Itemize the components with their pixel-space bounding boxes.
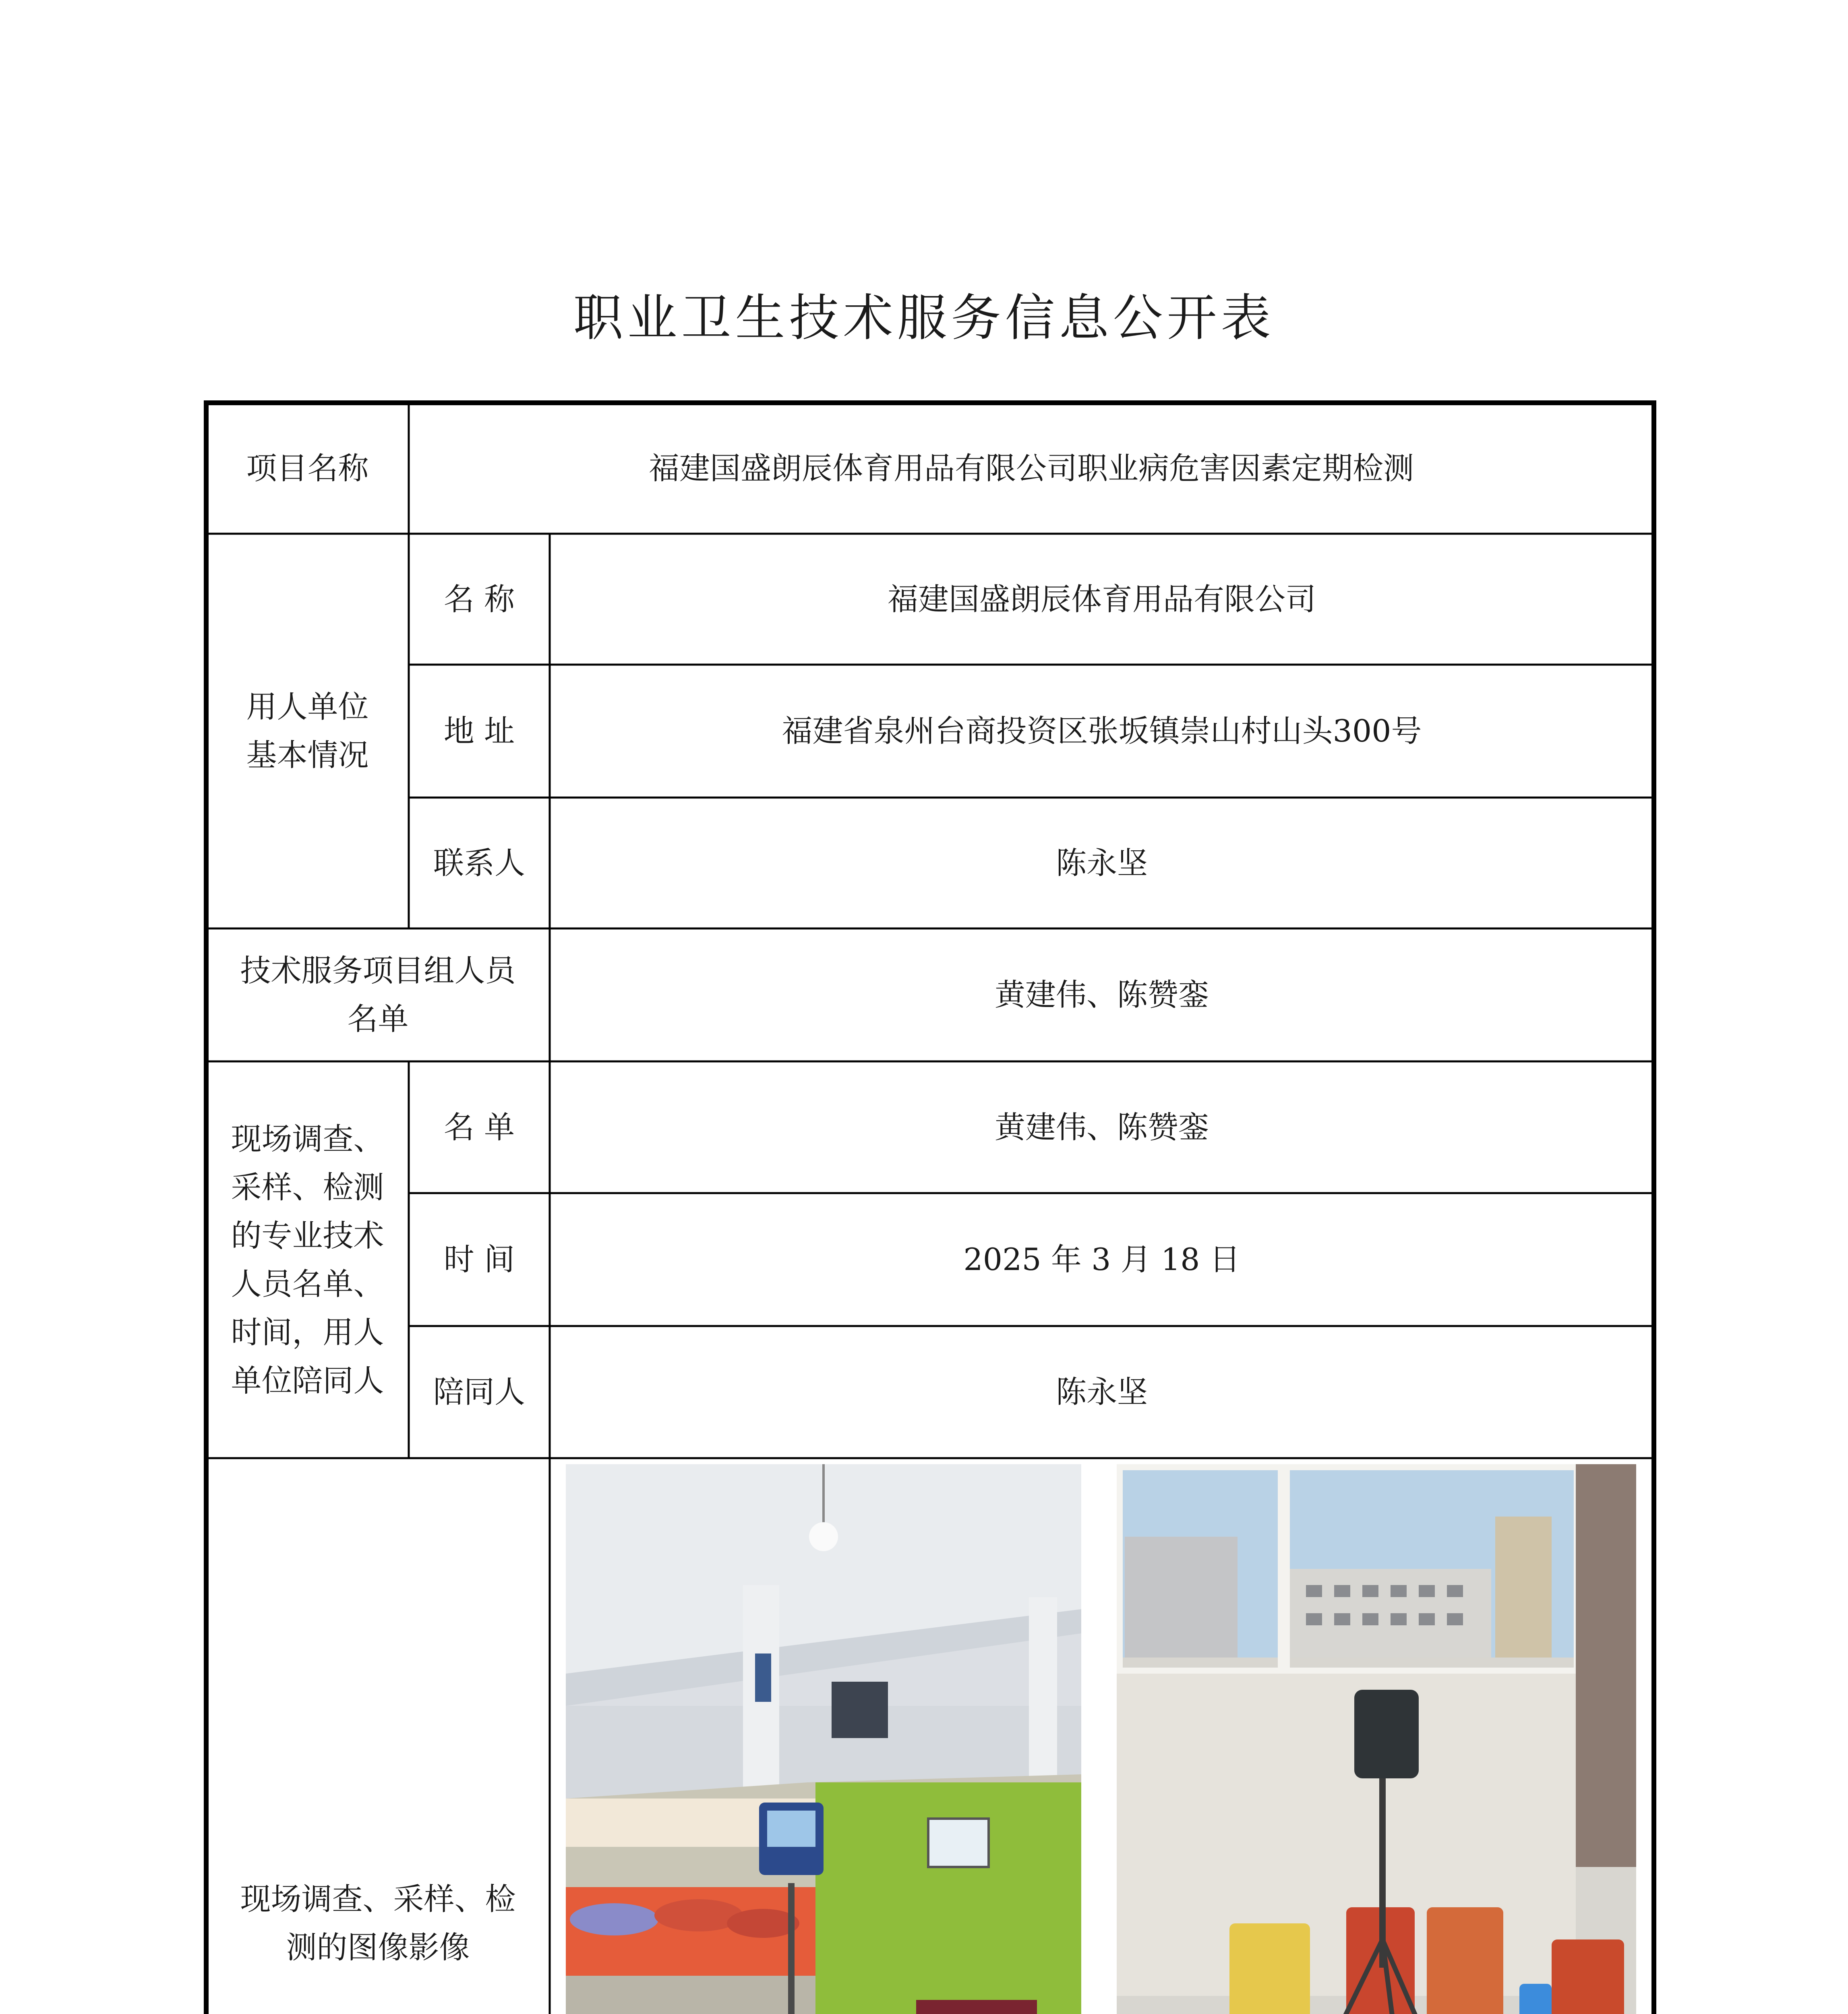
employer-contact-label: 联系人	[433, 845, 525, 881]
employer-label-line1: 用人单位	[246, 689, 369, 725]
project-name-value: 福建国盛朗辰体育用品有限公司职业病危害因素定期检测	[649, 450, 1414, 486]
field-label-line: 现场调查、	[231, 1121, 384, 1157]
images-label-line2: 测的图像影像	[286, 1929, 470, 1965]
team-label-line2: 名单	[347, 1001, 409, 1037]
team-members-value: 黄建伟、陈赞銮	[995, 977, 1209, 1013]
team-label	[206, 928, 550, 1061]
employer-address-value: 福建省泉州台商投资区张坂镇崇山村山头300号	[782, 713, 1422, 749]
field-time-label: 时 间	[443, 1241, 515, 1277]
employer-label-line2: 基本情况	[246, 737, 369, 773]
field-label-line: 单位陪同人	[231, 1362, 384, 1399]
field-list-label: 名 单	[443, 1109, 515, 1145]
field-label-line: 的专业技术	[231, 1217, 384, 1254]
employer-name-value: 福建国盛朗辰体育用品有限公司	[888, 581, 1316, 617]
images-label-line1: 现场调查、采样、检	[240, 1881, 516, 1917]
field-label-line: 时间，用人	[231, 1314, 384, 1350]
window-sampling-photo	[1117, 1464, 1636, 2014]
employer-name-label: 名 称	[443, 581, 515, 617]
employer-address-label: 地 址	[443, 713, 515, 749]
field-list-value: 黄建伟、陈赞銮	[995, 1109, 1209, 1145]
project-name-label: 项目名称	[246, 450, 369, 486]
employer-info-label	[206, 534, 409, 928]
employer-contact-value: 陈永坚	[1056, 845, 1148, 881]
field-personnel-label	[206, 1061, 409, 1458]
field-escort-label: 陪同人	[433, 1374, 525, 1410]
team-label-line1: 技术服务项目组人员	[240, 953, 516, 988]
field-escort-value: 陈永坚	[1056, 1374, 1148, 1410]
document-title: 职业卫生技术服务信息公开表	[573, 289, 1275, 347]
field-label-line: 采样、检测	[231, 1169, 384, 1205]
field-label-line: 人员名单、	[231, 1266, 384, 1302]
workshop-sampling-photo	[566, 1464, 1081, 2014]
field-time-value: 2025 年 3 月 18 日	[963, 1241, 1240, 1277]
images-label	[206, 1458, 550, 2014]
